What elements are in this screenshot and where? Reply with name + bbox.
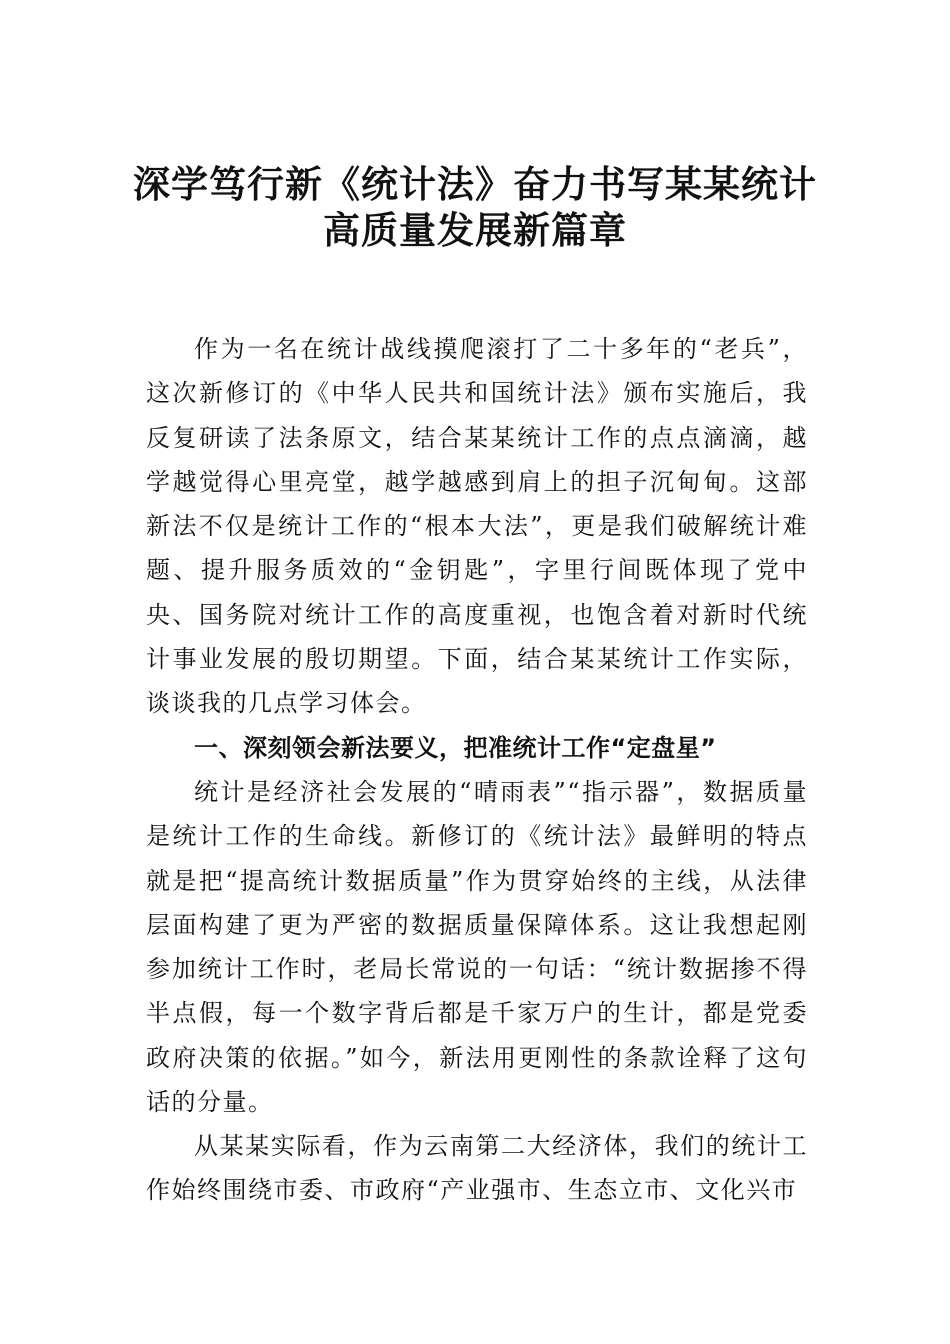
- document-title-line-1: 深学笃行新《统计法》奋力书写某某统计: [133, 162, 817, 206]
- section-1-heading: 一、深刻领会新法要义，把准统计工作“定盘星”: [194, 734, 717, 762]
- section-1-paragraph-1: 统计是经济社会发展的“晴雨表”“指示器”，数据质量是统计工作的生命线。新修订的《统计法》最鲜明的特点就是把“提高统计数据质量”作为贯穿始终的主线，从法律层面构建了更为严密的数据质量保障体系。这让我想起刚参加统计工作时，老局长常说的一句话：“统计数据掺不得半点假，每一个数字背后都是千家万户的生计，都是党委政府决策的依据。”如今，新法用更刚性的条款诠释了这句话的分量。: [146, 778, 808, 1117]
- document-title-line-2: 高质量发展新篇章: [323, 208, 627, 252]
- section-1-paragraph-2: 从某某实际看，作为云南第二大经济体，我们的统计工作始终围绕市委、市政府“产业强市、生态立市、文化兴市: [146, 1132, 808, 1205]
- intro-paragraph: 作为一名在统计战线摸爬滚打了二十多年的“老兵”，这次新修订的《中华人民共和国统计法》颁布实施后，我反复研读了法条原文，结合某某统计工作的点点滴滴，越学越觉得心里亮堂，越学越感到肩上的担子沉甸甸。这部新法不仅是统计工作的“根本大法”，更是我们破解统计难题、提升服务质效的“金钥匙”，字里行间既体现了党中央、国务院对统计工作的高度重视，也饱含着对新时代统计事业发展的殷切期望。下面，结合某某统计工作实际，谈谈我的几点学习体会。: [146, 335, 808, 718]
